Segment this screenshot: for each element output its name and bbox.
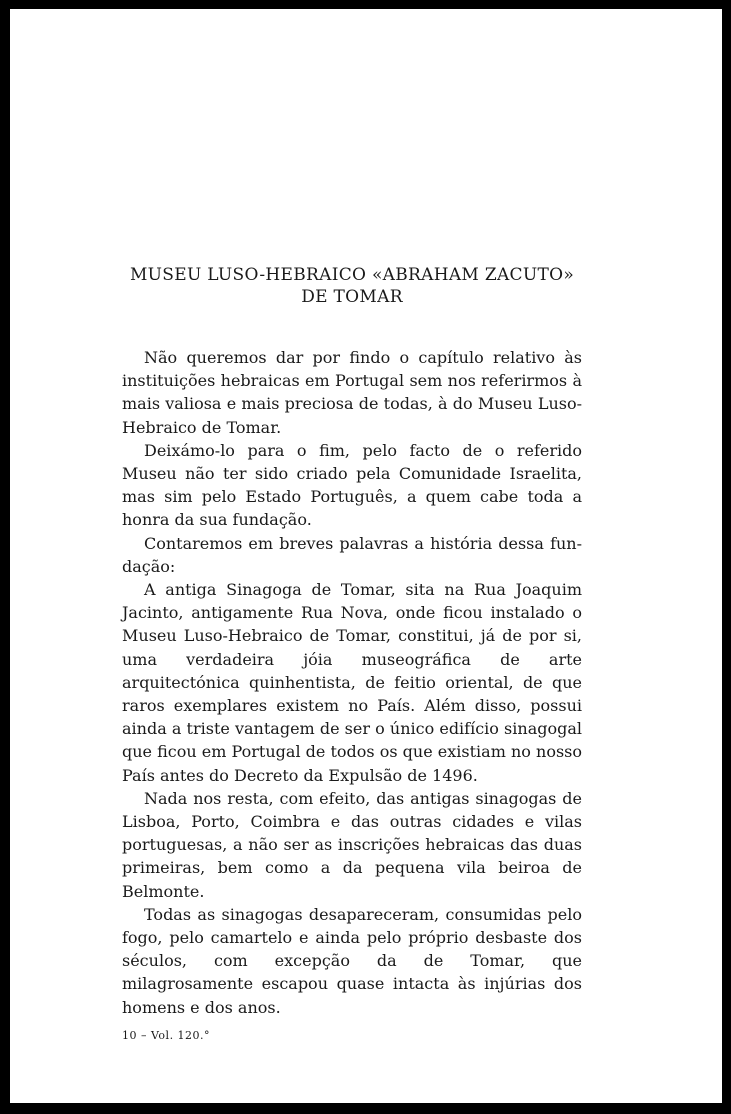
paragraph: Não queremos dar por findo o capítulo relativo às instituições hebraicas em Portugal sem nos referirmos à mais valiosa e mais preciosa de todas, à do Museu Luso-Hebraico de Tomar. <box>122 348 582 437</box>
paragraph: Deixámo-lo para o fim, pelo facto de o referido Museu não ter sido criado pela Comunidade Israelita, mas sim pelo Estado Português, a quem cabe toda a honra da sua fundação. <box>122 440 582 530</box>
paragraph: Contaremos em breves palavras a história dessa fundação: <box>122 533 582 576</box>
chapter-title <box>122 264 582 308</box>
paragraph: Todas as sinagogas desapareceram, consumidas pelo fogo, pelo camartelo e ainda pelo próprio desbaste dos séculos, com excepção da de Tomar, que milagrosamente escapou quase intacta às injúrias dos homens e dos anos. <box>122 904 582 1017</box>
paragraph: Nada nos resta, com efeito, das antigas sinagogas de Lisboa, Porto, Coimbra e das outras cidades e vilas portuguesas, a não ser as inscrições hebraicas das duas primeiras, bem como a da pequena vila beiroa de Belmonte. <box>122 788 582 901</box>
page-content <box>122 264 582 1043</box>
signature-mark: 10 – Vol. 120.° <box>122 1028 211 1042</box>
chapter-title-line-2: DE TOMAR <box>301 287 403 307</box>
book-page <box>10 9 722 1103</box>
chapter-title-line-1: MUSEU LUSO-HEBRAICO «ABRAHAM ZACUTO» <box>129 265 575 285</box>
paragraph: A antiga Sinagoga de Tomar, sita na Rua Joaquim Jacinto, antigamente Rua Nova, onde ficou instalado o Museu Luso-Hebraico de Tomar, constitui, já de por si, uma verdadeira jóia museográfica de arte arquitectónica quinhentista, de feitio oriental, de que raros exemplares existem no País. Além disso, possui ainda a triste vantagem de ser o único edifício sinagogal que ficou em Portugal de todos os que existiam no nosso País antes do Decreto da Expulsão de 1496. <box>122 580 582 785</box>
